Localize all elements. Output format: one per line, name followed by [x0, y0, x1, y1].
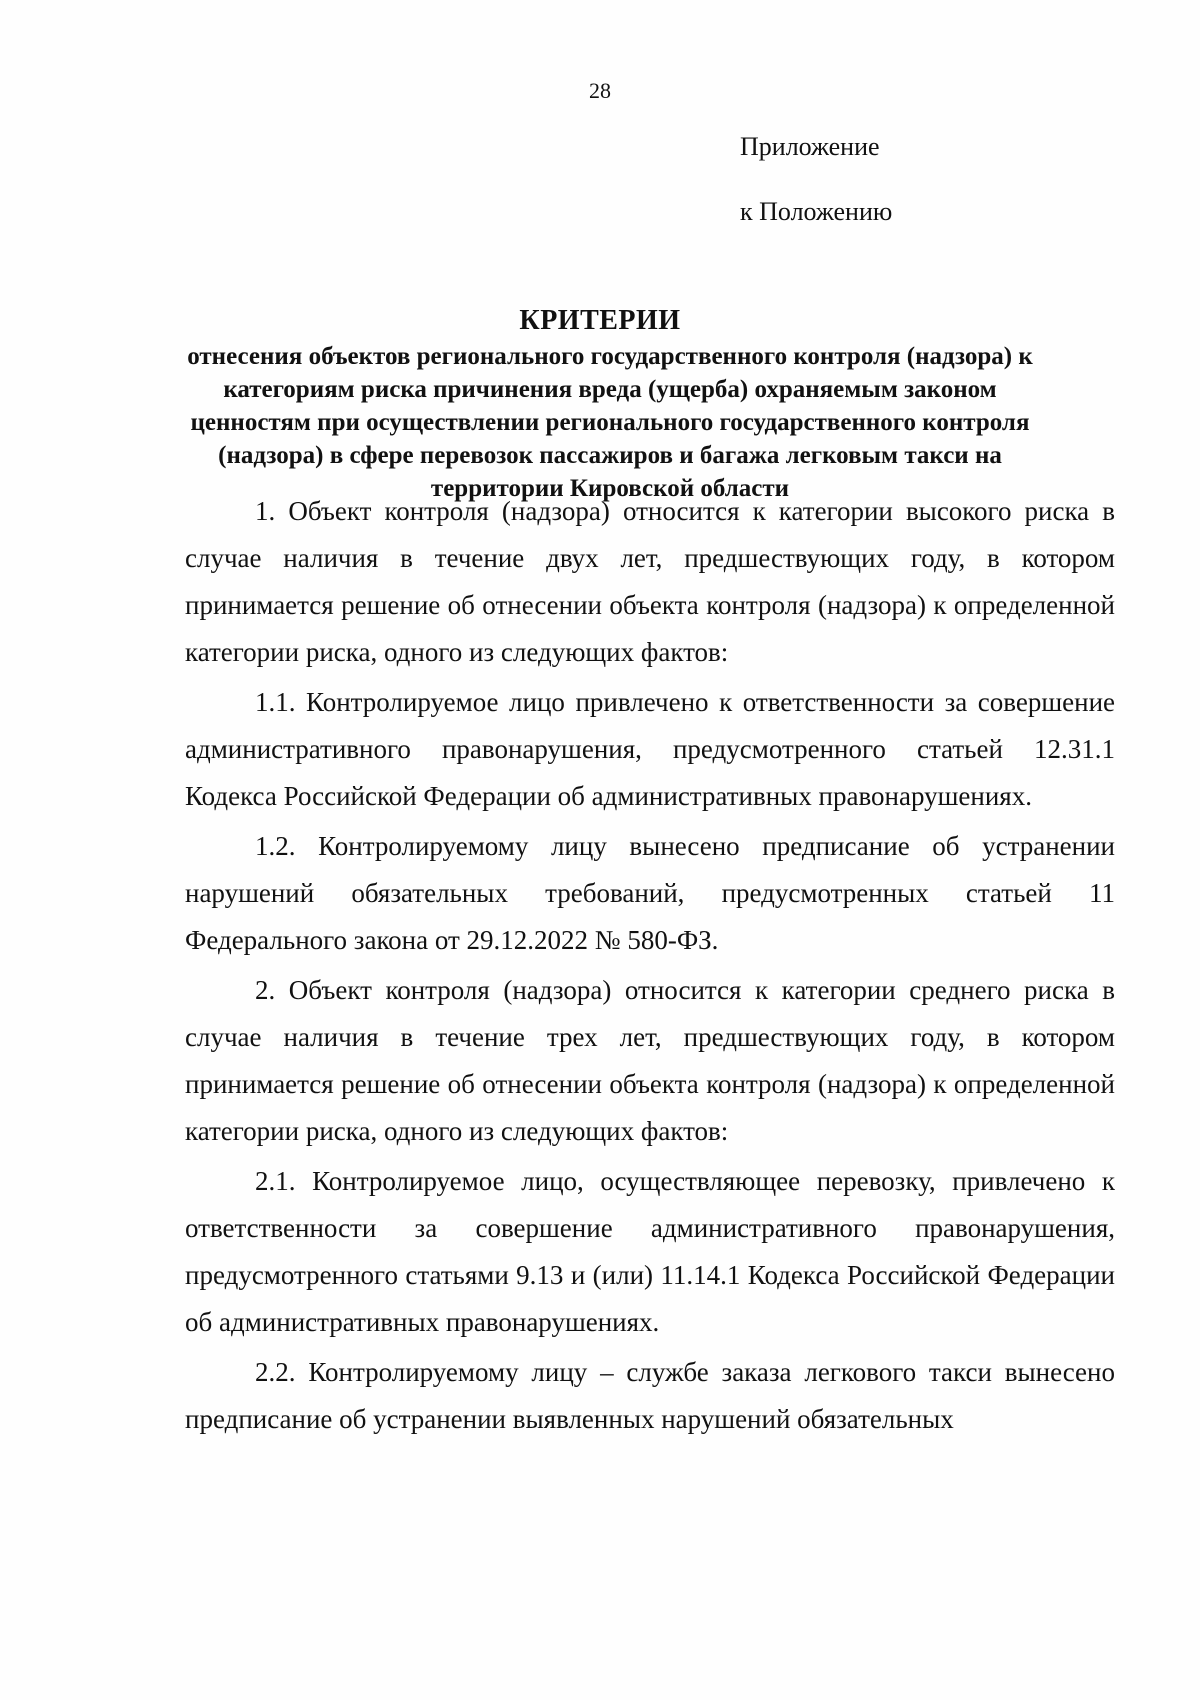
- paragraph-2-2: 2.2. Контролируемому лицу – службе заказа легкового такси вынесено предписание об устранении выявленных нарушений обязательных: [185, 1357, 1115, 1434]
- document-body: [185, 488, 1115, 1443]
- paragraph-2-1: 2.1. Контролируемое лицо, осуществляющее перевозку, привлечено к ответственности за совершение административного правонарушения, предусмотренного статьями 9.13 и (или) 11.14.1 Кодекса Российской Федерации об административных правонарушениях.: [185, 1166, 1115, 1337]
- document-title: КРИТЕРИИ: [519, 305, 681, 336]
- paragraph-1-2: 1.2. Контролируемому лицу вынесено предписание об устранении нарушений обязательных требований, предусмотренных статьей 11 Федерального закона от 29.12.2022 № 580-ФЗ.: [185, 831, 1115, 955]
- page-number: 28: [589, 78, 611, 103]
- paragraph-1-1: 1.1. Контролируемое лицо привлечено к ответственности за совершение административного правонарушения, предусмотренного статьей 12.31.1 Кодекса Российской Федерации об административных правонарушениях.: [185, 687, 1115, 811]
- paragraph-1: 1. Объект контроля (надзора) относится к категории высокого риска в случае наличия в течение двух лет, предшествующих году, в котором принимается решение об отнесении объекта контроля (надзора) к определенной категории риска, одного из следующих фактов:: [185, 496, 1115, 667]
- paragraph-2: 2. Объект контроля (надзора) относится к категории среднего риска в случае наличия в течение трех лет, предшествующих году, в котором принимается решение об отнесении объекта контроля (надзора) к определенной категории риска, одного из следующих фактов:: [185, 975, 1115, 1146]
- document-subtitle: отнесения объектов регионального государственного контроля (надзора) к категориям риска причинения вреда (ущерба) охраняемым законом ценностям при осуществлении регионального государственного контроля (надзора) в сфере перевозок пассажиров и багажа легковым такси на территории Кировской области: [187, 343, 1033, 502]
- appendix-label: Приложение: [740, 132, 880, 161]
- appendix-reference: к Положению: [740, 197, 893, 226]
